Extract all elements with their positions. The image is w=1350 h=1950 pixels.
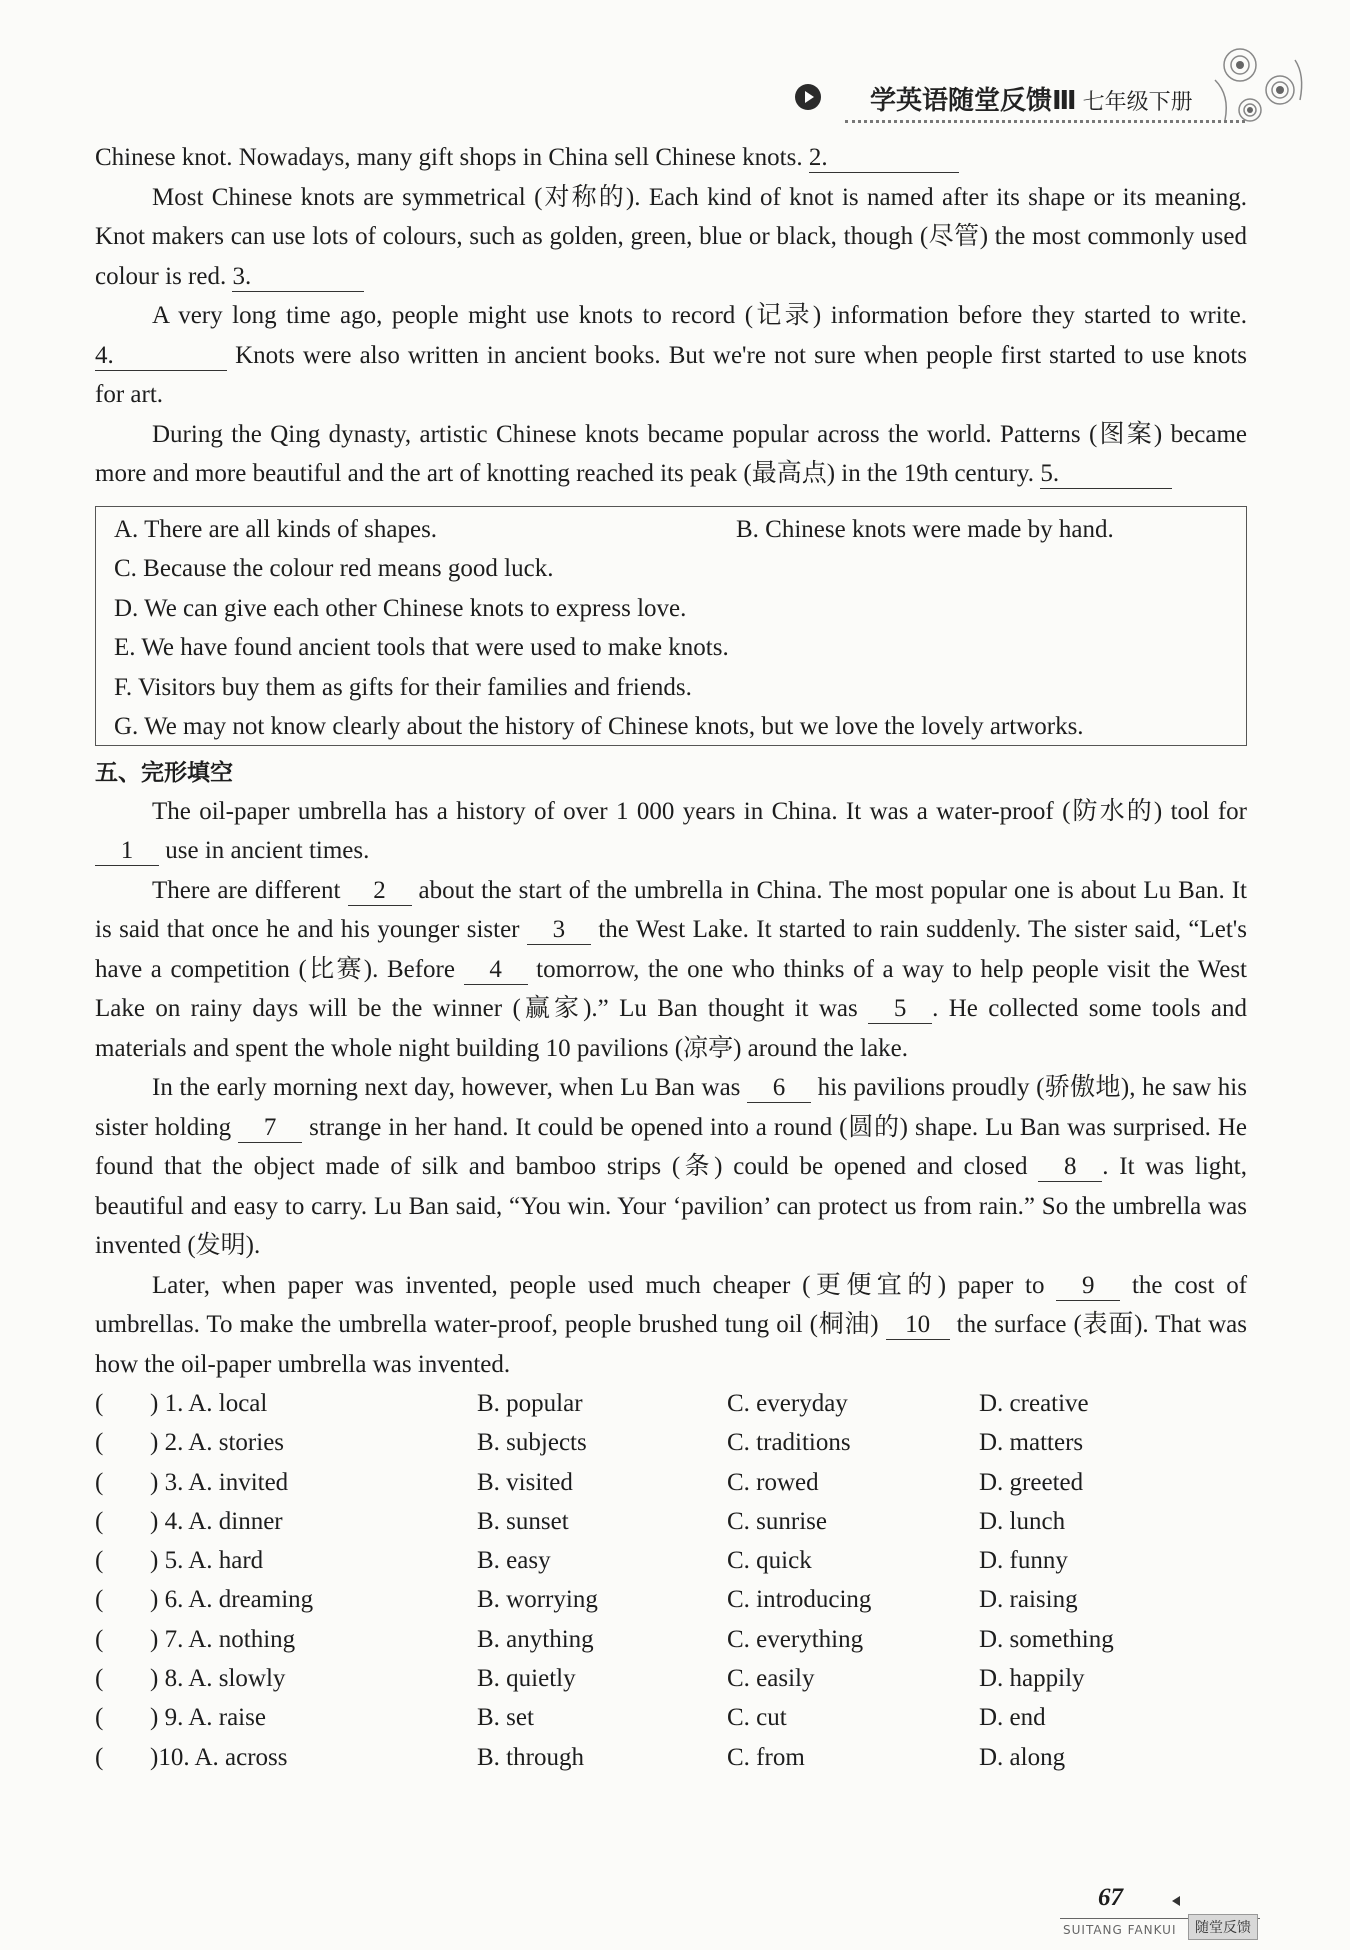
question-option-c: C. traditions — [727, 1429, 851, 1457]
option-row — [114, 510, 1228, 550]
question-row — [95, 1738, 1247, 1777]
question-option-a: ) 4. A. dinner — [150, 1507, 283, 1535]
cloze-blank-9[interactable]: 9 — [1056, 1272, 1120, 1301]
question-option-c: C. quick — [727, 1547, 812, 1575]
question-option-d: D. matters — [979, 1429, 1084, 1457]
question-option-a: ) 2. A. stories — [150, 1429, 285, 1457]
page-header — [0, 0, 1350, 140]
answer-paren[interactable]: ( — [95, 1625, 104, 1653]
question-option-b: B. visited — [477, 1468, 573, 1496]
question-option-b: B. worrying — [477, 1586, 598, 1614]
footer-brand: SUITANG FANKUI — [1063, 1923, 1177, 1937]
passage-paragraph-4: During the Qing dynasty, artistic Chinese knots became popular across the world. Patterns (图案) became more and more beautiful and the art of knotting reached its peak (最高点) in the 19th century. 5. — [95, 420, 1247, 487]
question-row — [95, 1541, 1247, 1580]
question-option-c: C. everything — [727, 1625, 864, 1653]
question-option-b: B. set — [477, 1704, 534, 1732]
question-row — [95, 1423, 1247, 1462]
answer-blank-5[interactable]: 5. — [1040, 460, 1172, 489]
answer-paren[interactable]: ( — [95, 1507, 104, 1535]
question-option-b: B. anything — [477, 1625, 594, 1653]
question-option-c: C. introducing — [727, 1586, 872, 1614]
question-option-a: ) 7. A. nothing — [150, 1625, 296, 1653]
cloze-blank-2[interactable]: 2 — [348, 877, 412, 906]
play-icon — [795, 84, 821, 110]
answer-blank-2[interactable]: 2. — [809, 144, 959, 173]
passage-paragraph-1: Chinese knot. Nowadays, many gift shops in China sell Chinese knots. 2. — [95, 138, 1247, 178]
question-option-c: C. everyday — [727, 1390, 848, 1417]
answer-paren[interactable]: ( — [95, 1429, 104, 1457]
page-content — [95, 138, 1247, 1777]
cloze-paragraph-4: Later, when paper was invented, people used much cheaper (更便宜的) paper to 9 the cost of umbrellas. To make the umbrella water-proof, people brushed tung oil (桐油) 10 the surface (表面). That was how the oil-paper umbrella was invented. — [95, 1271, 1248, 1378]
section-title: 五、完形填空 — [95, 759, 233, 786]
question-row — [95, 1502, 1247, 1541]
book-title — [870, 80, 1193, 117]
question-option-b: B. easy — [477, 1547, 551, 1575]
question-option-c: C. from — [727, 1743, 805, 1771]
question-option-d: D. raising — [979, 1586, 1078, 1614]
answer-blank-4[interactable]: 4. — [95, 342, 227, 371]
question-option-d: D. funny — [979, 1547, 1068, 1575]
option-e: E. We have found ancient tools that were used to make knots. — [114, 634, 729, 661]
question-option-a: ) 6. A. dreaming — [150, 1586, 314, 1614]
question-row — [95, 1463, 1247, 1502]
book-title-text: 学英语随堂反馈Ⅲ — [870, 86, 1077, 116]
cloze-blank-1[interactable]: 1 — [95, 837, 159, 866]
cloze-blank-10[interactable]: 10 — [886, 1311, 950, 1340]
question-option-d: D. end — [979, 1704, 1046, 1732]
option-f: F. Visitors buy them as gifts for their families and friends. — [114, 673, 692, 701]
question-option-c: C. cut — [727, 1704, 787, 1732]
flower-decoration-icon — [1205, 40, 1315, 135]
header-dotted-rule — [845, 120, 1245, 123]
question-option-a: ) 5. A. hard — [150, 1547, 264, 1575]
answer-paren[interactable]: ( — [95, 1586, 104, 1614]
answer-paren[interactable]: ( — [95, 1390, 104, 1417]
question-option-b: B. popular — [477, 1390, 583, 1417]
triangle-left-icon — [1172, 1896, 1180, 1906]
cloze-blank-4[interactable]: 4 — [464, 956, 528, 985]
question-option-d: D. happily — [979, 1665, 1085, 1693]
page-number: 67 — [1098, 1884, 1123, 1911]
answer-paren[interactable]: ( — [95, 1547, 104, 1575]
answer-blank-3[interactable]: 3. — [232, 263, 364, 292]
question-option-d: D. lunch — [979, 1507, 1066, 1535]
answer-paren[interactable]: ( — [95, 1468, 104, 1496]
cloze-paragraph-1: The oil-paper umbrella has a history of over 1 000 years in China. It was a water-proof (防水的) tool for 1 use in ancient times. — [95, 792, 1247, 871]
question-row — [95, 1580, 1247, 1619]
question-option-d: D. something — [979, 1625, 1114, 1653]
answer-paren[interactable]: ( — [95, 1665, 104, 1693]
question-option-d: D. greeted — [979, 1468, 1084, 1496]
cloze-blank-6[interactable]: 6 — [747, 1074, 811, 1103]
question-row — [95, 1384, 1247, 1423]
option-c: C. Because the colour red means good luck. — [114, 555, 554, 582]
question-row — [95, 1659, 1247, 1698]
question-option-b: B. subjects — [477, 1429, 587, 1457]
option-b: B. Chinese knots were made by hand. — [736, 515, 1114, 543]
cloze-blank-8[interactable]: 8 — [1038, 1153, 1102, 1182]
passage-paragraph-2: Most Chinese knots are symmetrical (对称的). Each kind of knot is named after its shape or its meaning. Knot makers can use lots of colours, such as golden, green, blue or black, though (尽管) the most commonly used colour is red. 3. — [95, 183, 1247, 290]
cloze-paragraph-2: There are different 2 about the start of the umbrella in China. The most popular one is about Lu Ban. It is said that once he and his younger sister 3 the West Lake. It started to rain suddenly. The sister said, “Let's have a competition (比赛). Before 4 tomorrow, the one who thinks of a way to help people visit the West Lake on rainy days will be the winner (赢家).” Lu Ban thought it was 5 . He collected some tools and materials and spent the whole night building 10 pavilions (凉亭) around the lake. — [95, 876, 1248, 1062]
question-option-a: ) 3. A. invited — [150, 1468, 289, 1496]
question-option-d: D. along — [979, 1743, 1066, 1771]
grade-label: 七年级下册 — [1082, 90, 1193, 115]
question-option-a: )10. A. across — [150, 1743, 288, 1771]
question-option-b: B. quietly — [477, 1665, 576, 1693]
question-list — [95, 1384, 1247, 1777]
option-a: A. There are all kinds of shapes. — [114, 515, 438, 543]
question-option-a: ) 8. A. slowly — [150, 1665, 286, 1693]
cloze-blank-3[interactable]: 3 — [527, 916, 591, 945]
question-option-c: C. easily — [727, 1665, 815, 1693]
question-option-b: B. sunset — [477, 1507, 569, 1535]
question-option-c: C. rowed — [727, 1468, 819, 1496]
question-option-d: D. creative — [979, 1390, 1089, 1417]
question-option-a: ) 9. A. raise — [150, 1704, 266, 1732]
question-row — [95, 1698, 1247, 1737]
cloze-paragraph-3: In the early morning next day, however, when Lu Ban was 6 his pavilions proudly (骄傲地), he saw his sister holding 7 strange in her hand. It could be opened into a round (圆的) shape. Lu Ban was surprised. He found that the object made of silk and bamboo strips (条) could be opened and closed 8 . It was light, beautiful and easy to carry. Lu Ban said, “You win. Your ‘pavilion’ can protect us from rain.” So the umbrella was invented (发明). — [95, 1074, 1247, 1259]
footer-badge: 随堂反馈 — [1188, 1914, 1258, 1940]
question-option-c: C. sunrise — [727, 1507, 827, 1535]
answer-paren[interactable]: ( — [95, 1704, 104, 1732]
cloze-blank-5[interactable]: 5 — [868, 995, 932, 1024]
cloze-blank-7[interactable]: 7 — [238, 1114, 302, 1143]
question-option-b: B. through — [477, 1743, 584, 1771]
options-box — [95, 506, 1247, 746]
answer-paren[interactable]: ( — [95, 1743, 104, 1771]
option-g: G. We may not know clearly about the history of Chinese knots, but we love the lovely artworks. — [114, 713, 1084, 740]
question-row — [95, 1620, 1247, 1659]
question-option-a: ) 1. A. local — [150, 1390, 268, 1417]
option-d: D. We can give each other Chinese knots to express love. — [114, 594, 687, 622]
passage-paragraph-3: A very long time ago, people might use knots to record (记录) information before they started to write. 4. Knots were also written in ancient books. But we're not sure when people first started to use knots for art. — [95, 302, 1247, 408]
